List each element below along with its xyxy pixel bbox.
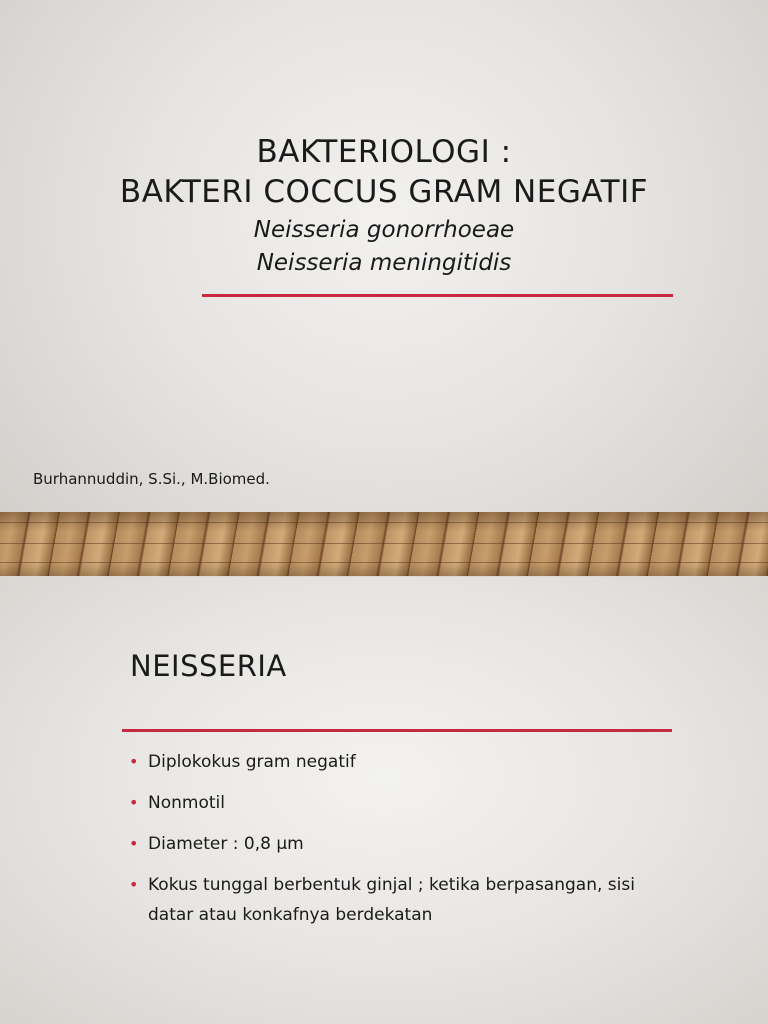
bullet-dot-icon: • bbox=[129, 752, 139, 771]
bullet-text: Kokus tunggal berbentuk ginjal ; ketika berpasangan, sisi datar atau konkafnya berdekatan bbox=[148, 875, 635, 925]
bullet-dot-icon: • bbox=[129, 834, 139, 853]
bullet-dot-icon: • bbox=[129, 793, 139, 812]
bullet-list bbox=[128, 747, 668, 941]
floor-seam bbox=[0, 522, 768, 523]
floor-seam bbox=[0, 562, 768, 563]
bullet-item bbox=[128, 870, 668, 930]
title-line-2: BAKTERI COCCUS GRAM NEGATIF bbox=[119, 174, 649, 210]
title-block bbox=[0, 132, 768, 280]
title-line-1: BAKTERIOLOGI : bbox=[256, 134, 512, 170]
floor-seam bbox=[0, 543, 768, 544]
subtitle-line-2: Neisseria meningitidis bbox=[256, 250, 512, 276]
bullet-text: Diplokokus gram negatif bbox=[148, 752, 356, 772]
content-slide bbox=[0, 577, 768, 1024]
bullet-item bbox=[128, 829, 668, 859]
wood-floor-decoration bbox=[0, 512, 768, 576]
slide-title-divider bbox=[122, 729, 672, 732]
subtitle-line-1: Neisseria gonorrhoeae bbox=[253, 217, 515, 243]
author-name: Burhannuddin, S.Si., M.Biomed. bbox=[33, 470, 270, 488]
bullet-dot-icon: • bbox=[129, 875, 139, 894]
title-divider bbox=[202, 294, 673, 297]
bullet-item bbox=[128, 788, 668, 818]
bullet-text: Nonmotil bbox=[148, 793, 225, 813]
bullet-text: Diameter : 0,8 µm bbox=[148, 834, 304, 854]
bullet-item bbox=[128, 747, 668, 777]
slide-title: NEISSERIA bbox=[130, 649, 287, 683]
